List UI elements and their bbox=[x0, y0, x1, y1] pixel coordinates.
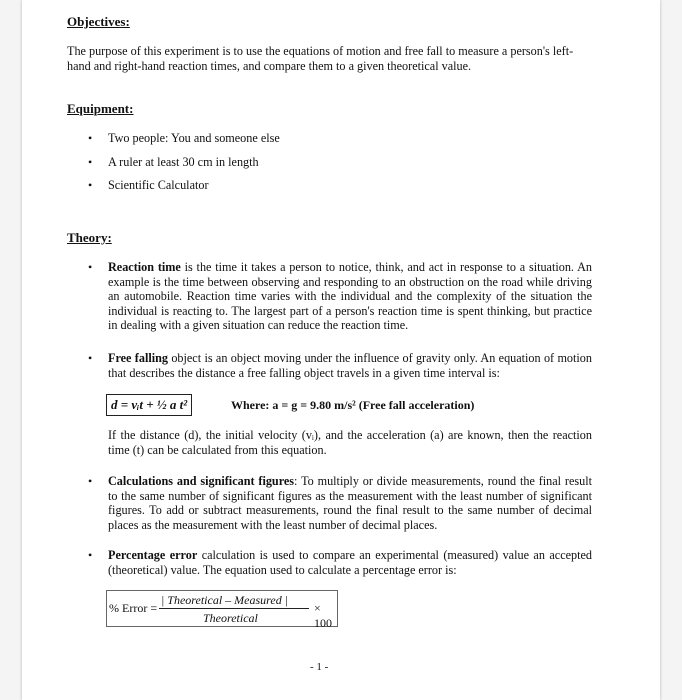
free-fall-followup: If the distance (d), the initial velocity (vᵢ), and the acceleration (a) are known, then the reaction time (t) can be calculated from this equation. bbox=[108, 428, 592, 457]
free-fall-term: Free falling bbox=[108, 351, 168, 365]
formula-multiplier: × 100 bbox=[314, 601, 332, 630]
sig-fig-term: Calculations and significant figures bbox=[108, 474, 295, 488]
reaction-time-term: Reaction time bbox=[108, 260, 181, 274]
motion-equation-box: d = vᵢt + ½ a t² bbox=[106, 394, 192, 416]
percent-error-term: Percentage error bbox=[108, 548, 198, 562]
formula-denominator: Theoretical bbox=[203, 611, 258, 625]
free-fall-text: object is an object moving under the influence of gravity only. An equation of motion that describes the distance a free falling object travels in a given time interval is: bbox=[108, 351, 592, 380]
sig-fig-paragraph bbox=[108, 474, 592, 532]
fraction-bar bbox=[159, 608, 309, 609]
free-fall-paragraph bbox=[108, 351, 592, 380]
percent-error-paragraph bbox=[108, 548, 592, 577]
objectives-text: The purpose of this experiment is to use the equations of motion and free fall to measure a person's left-hand and right-hand reaction times, and compare them to a given theoretical value. bbox=[67, 44, 574, 73]
bullet-icon: • bbox=[88, 155, 93, 169]
formula-label: % Error = bbox=[109, 601, 158, 615]
equipment-heading: Equipment: bbox=[67, 101, 134, 116]
bullet-icon: • bbox=[88, 131, 93, 145]
theory-heading: Theory: bbox=[67, 230, 112, 245]
formula-numerator: | Theoretical – Measured | bbox=[161, 593, 289, 607]
reaction-time-text: is the time it takes a person to notice, think, and act in response to a situation. An example is the time between observing and responding to an obstruction on the road while driving an automobile. Reaction time varies with the individual and the complexity of the situation the individual is reacting to. The largest part of a person's reaction time is spent thinking, but practice in dealing with a given situation can reduce the reaction time. bbox=[108, 260, 592, 332]
equipment-item: A ruler at least 30 cm in length bbox=[108, 155, 259, 169]
objectives-heading: Objectives: bbox=[67, 14, 130, 29]
sig-fig-text: : To multiply or divide measurements, round the final result to the same number of significant figures as the measurement with the least number of significant figures. To add or subtract measurements, round the final result to the same number of decimal places as the measurement with the least number of decimal places. bbox=[108, 474, 592, 532]
bullet-icon: • bbox=[88, 474, 93, 488]
percent-error-formula-box bbox=[106, 590, 338, 630]
equipment-item: Two people: You and someone else bbox=[108, 131, 280, 145]
bullet-icon: • bbox=[88, 260, 93, 274]
bullet-icon: • bbox=[88, 351, 93, 365]
gravity-note: Where: a = g = 9.80 m/s² (Free fall acceleration) bbox=[231, 398, 475, 412]
bullet-icon: • bbox=[88, 548, 93, 562]
percent-error-text: calculation is used to compare an experimental (measured) value an accepted (theoretical) value. The equation used to calculate a percentage error is: bbox=[108, 548, 592, 577]
page-number: - 1 - bbox=[310, 661, 329, 673]
bullet-icon: • bbox=[88, 178, 93, 192]
equipment-item: Scientific Calculator bbox=[108, 178, 209, 192]
reaction-time-paragraph bbox=[108, 260, 592, 333]
